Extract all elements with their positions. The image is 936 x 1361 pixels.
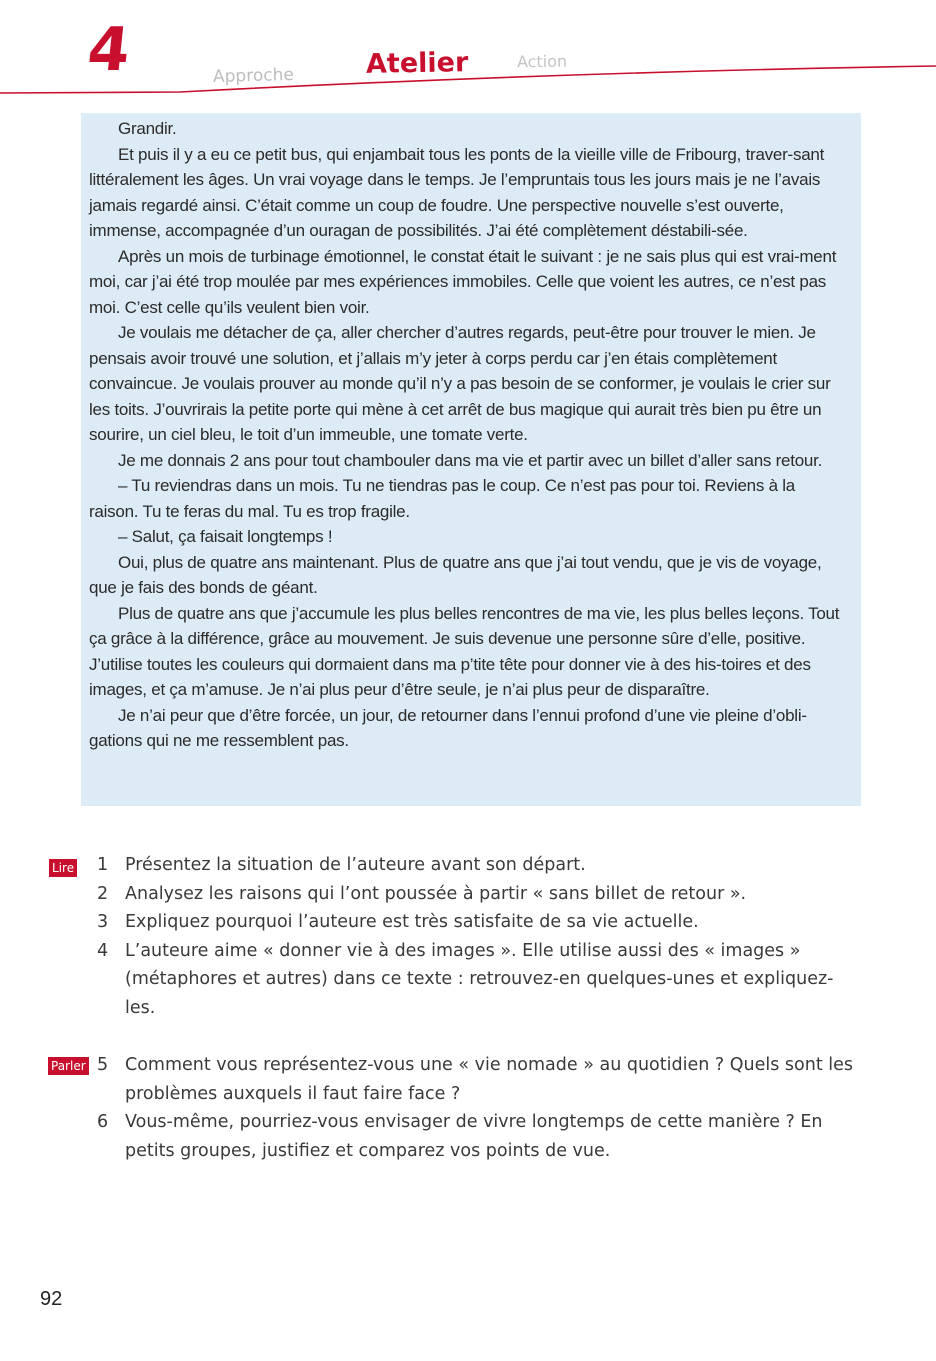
text-paragraph: Oui, plus de quatre ans maintenant. Plus de quatre ans que j’ai tout vendu, que je vis de voyage, que je fais des bonds de géant. — [89, 552, 822, 597]
question-item — [0, 880, 936, 909]
question-text: Comment vous représentez-vous une « vie nomade » au quotidien ? Quels sont les problèmes auxquels il faut faire face ? — [125, 1055, 853, 1104]
text-paragraph: Je voulais me détacher de ça, aller chercher d’autres regards, peut-être pour trouver le mien. Je pensais avoir trouvé une solution, et j’allais m’y jeter à corps perdu car j’en étais complètement convaincue. Je voulais prouver au monde qu’il n’y a pas besoin de se conformer, je voulais le crier sur les toits. J’ouvrirais la petite porte qui mène à cet arrêt de bus magique qui aurait très bien pu être un sourire, un ciel bleu, le toit d’un immeuble, une tomate verte. — [89, 323, 831, 444]
question-number: 4 — [97, 940, 109, 961]
question-number: 1 — [97, 855, 109, 875]
question-text: Présentez la situation de l’auteure avant son départ. — [125, 855, 586, 875]
text-paragraph: Plus de quatre ans que j’accumule les plus belles rencontres de ma vie, les plus belles leçons. Tout ça grâce à la différence, grâce au mouvement. Je suis devenue une personne sûre d’elle, positive. J’utilise toutes les couleurs qui dormaient dans ma p’tite tête pour donner vie à des his-toires et des images, et ça m’amuse. Je n’ai plus peur d’être seule, je n’ai plus peur de disparaître. — [89, 603, 840, 699]
tab-action[interactable]: Action — [516, 51, 568, 72]
parler-badge: Parler — [48, 1057, 89, 1075]
question-text: Vous-même, pourriez-vous envisager de vivre longtemps de cette manière ? En petits groupes, justifiez et comparez vos points de vue. — [125, 1112, 823, 1161]
text-paragraph: – Salut, ça faisait longtemps ! — [118, 527, 333, 546]
question-text: Analysez les raisons qui l’ont poussée à partir « sans billet de retour ». — [125, 883, 747, 904]
question-item — [0, 1108, 936, 1165]
tab-atelier[interactable]: Atelier — [365, 47, 469, 80]
text-paragraph: Et puis il y a eu ce petit bus, qui enjambait tous les ponts de la vieille ville de Fribourg, traver-sant littéralement les âges. Un vrai voyage dans le temps. Je l’empruntais tous les jours mais je ne l’avais jamais regardé ainsi. C’était comme un coup de foudre. Une perspective nouvelle s’est ouverte, immense, accompagnée d’un ouragan de possibilités. J’ai été complètement déstabili-sée. — [89, 144, 825, 240]
page-number: 92 — [40, 1288, 63, 1310]
text-paragraph: Je n’ai peur que d’être forcée, un jour, de retourner dans l’ennui profond d’une vie pleine d’obli-gations qui ne me ressemblent pas. — [89, 705, 807, 750]
question-item — [0, 908, 936, 937]
lire-badge: Lire — [49, 859, 77, 877]
tab-approche[interactable]: Approche — [212, 64, 295, 88]
questions-list — [0, 851, 936, 1165]
reading-text — [89, 116, 846, 754]
question-number: 2 — [97, 883, 109, 904]
text-paragraph: Après un mois de turbinage émotionnel, le constat était le suivant : je ne sais plus qui est vrai-ment moi, car j’ai été trop moulée par mes expériences immobiles. Celle que voient les autres, ce n’est pas moi. C’est celle qu’ils veulent bien voir. — [89, 246, 837, 317]
chapter-number: 4 — [84, 15, 134, 85]
question-item — [0, 937, 936, 1023]
question-number: 3 — [97, 912, 109, 932]
text-paragraph: Grandir. — [118, 119, 177, 138]
question-item — [0, 851, 936, 880]
question-text: L’auteure aime « donner vie à des images ». Elle utilise aussi des « images » (métaphores et autres) dans ce texte : retrouvez-en quelques-unes et expliquez-les. — [125, 940, 834, 1018]
question-item — [0, 1051, 936, 1108]
text-paragraph: – Tu reviendras dans un mois. Tu ne tiendras pas le coup. Ce n’est pas pour toi. Reviens à la raison. Tu te feras du mal. Tu es trop fragile. — [89, 476, 795, 521]
question-text: Expliquez pourquoi l’auteure est très satisfaite de sa vie actuelle. — [125, 912, 699, 932]
question-number: 6 — [97, 1112, 109, 1132]
question-number: 5 — [97, 1055, 109, 1075]
text-paragraph: Je me donnais 2 ans pour tout chambouler dans ma vie et partir avec un billet d’aller sans retour. — [118, 450, 823, 470]
